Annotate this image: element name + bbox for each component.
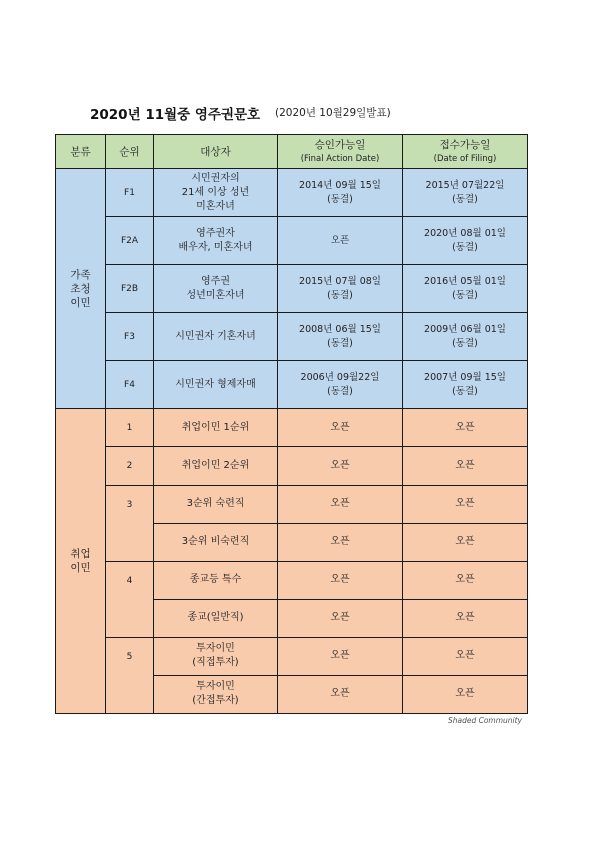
rank-cell: 1	[106, 409, 154, 447]
table-row	[56, 637, 528, 675]
applicant-cell: 취업이민 2순위	[154, 447, 278, 485]
filing-cell: 2007년 09월 15일 (동결)	[403, 361, 528, 409]
rank-cell: 5	[106, 637, 154, 713]
filing-cell: 2016년 05월 01일 (동결)	[403, 265, 528, 313]
applicant-cell: 투자이민 (간접투자)	[154, 675, 278, 713]
rank-cell: F2A	[106, 217, 154, 265]
footer-note: Shaded Community	[447, 716, 522, 725]
final-action-cell: 2006년 09월22일 (동결)	[278, 361, 403, 409]
final-action-cell: 2008년 06월 15일 (동결)	[278, 313, 403, 361]
table-row	[56, 561, 528, 599]
rank-cell: F4	[106, 361, 154, 409]
document-title: 2020년 11월중 영주권문호	[90, 107, 261, 123]
filing-cell: 2020년 08월 01일 (동결)	[403, 217, 528, 265]
filing-cell: 오픈	[403, 447, 528, 485]
applicant-cell: 시민권자 형제자매	[154, 361, 278, 409]
table-row	[56, 447, 528, 485]
filing-cell: 오픈	[403, 523, 528, 561]
applicant-cell: 영주권자 배우자, 미혼자녀	[154, 217, 278, 265]
final-action-cell: 오픈	[278, 409, 403, 447]
final-action-cell: 오픈	[278, 447, 403, 485]
applicant-cell: 시민권자 기혼자녀	[154, 313, 278, 361]
announcement-date: (2020년 10월29일발표)	[275, 107, 391, 119]
table-row	[56, 485, 528, 523]
table-row	[56, 409, 528, 447]
filing-cell: 오픈	[403, 675, 528, 713]
filing-label-en: (Date of Filing)	[433, 153, 497, 164]
filing-cell: 2009년 06월 01일 (동결)	[403, 313, 528, 361]
filing-cell: 2015년 07월22일 (동결)	[403, 169, 528, 217]
rank-cell: 2	[106, 447, 154, 485]
category-employment: 취업 이민	[56, 409, 106, 714]
applicant-cell: 시민권자의 21세 이상 성년 미혼자녀	[154, 169, 278, 217]
rank-cell: 3	[106, 485, 154, 561]
filing-cell: 오픈	[403, 637, 528, 675]
category-family: 가족 초청 이민	[56, 169, 106, 409]
col-header-applicant: 대상자	[154, 135, 278, 169]
col-header-final-action	[278, 135, 403, 169]
final-action-cell: 2015년 07월 08일 (동결)	[278, 265, 403, 313]
table-row	[56, 361, 528, 409]
final-action-cell: 오픈	[278, 675, 403, 713]
filing-cell: 오픈	[403, 409, 528, 447]
applicant-cell: 취업이민 1순위	[154, 409, 278, 447]
filing-cell: 오픈	[403, 485, 528, 523]
table-row	[56, 265, 528, 313]
final-action-label-en: (Final Action Date)	[300, 153, 380, 164]
table-row	[56, 313, 528, 361]
applicant-cell: 영주권 성년미혼자녀	[154, 265, 278, 313]
col-header-category: 분류	[56, 135, 106, 169]
applicant-cell: 3순위 숙련직	[154, 485, 278, 523]
final-action-cell: 오픈	[278, 599, 403, 637]
final-action-cell: 오픈	[278, 561, 403, 599]
col-header-rank: 순위	[106, 135, 154, 169]
rank-cell: 4	[106, 561, 154, 637]
col-header-filing	[403, 135, 528, 169]
header-row	[56, 135, 528, 169]
final-action-cell: 오픈	[278, 637, 403, 675]
visa-bulletin-table	[55, 134, 528, 714]
final-action-cell: 2014년 09월 15일 (동결)	[278, 169, 403, 217]
filing-cell: 오픈	[403, 599, 528, 637]
final-action-cell: 오픈	[278, 485, 403, 523]
applicant-cell: 종교등 특수	[154, 561, 278, 599]
rank-cell: F2B	[106, 265, 154, 313]
title-row	[0, 103, 600, 123]
applicant-cell: 투자이민 (직접투자)	[154, 637, 278, 675]
final-action-cell: 오픈	[278, 217, 403, 265]
rank-cell: F1	[106, 169, 154, 217]
table-row	[56, 217, 528, 265]
applicant-cell: 종교(일반직)	[154, 599, 278, 637]
final-action-label: 승인가능일	[314, 138, 366, 151]
filing-cell: 오픈	[403, 561, 528, 599]
applicant-cell: 3순위 비숙련직	[154, 523, 278, 561]
table-row	[56, 169, 528, 217]
filing-label: 접수가능일	[439, 138, 491, 151]
final-action-cell: 오픈	[278, 523, 403, 561]
rank-cell: F3	[106, 313, 154, 361]
